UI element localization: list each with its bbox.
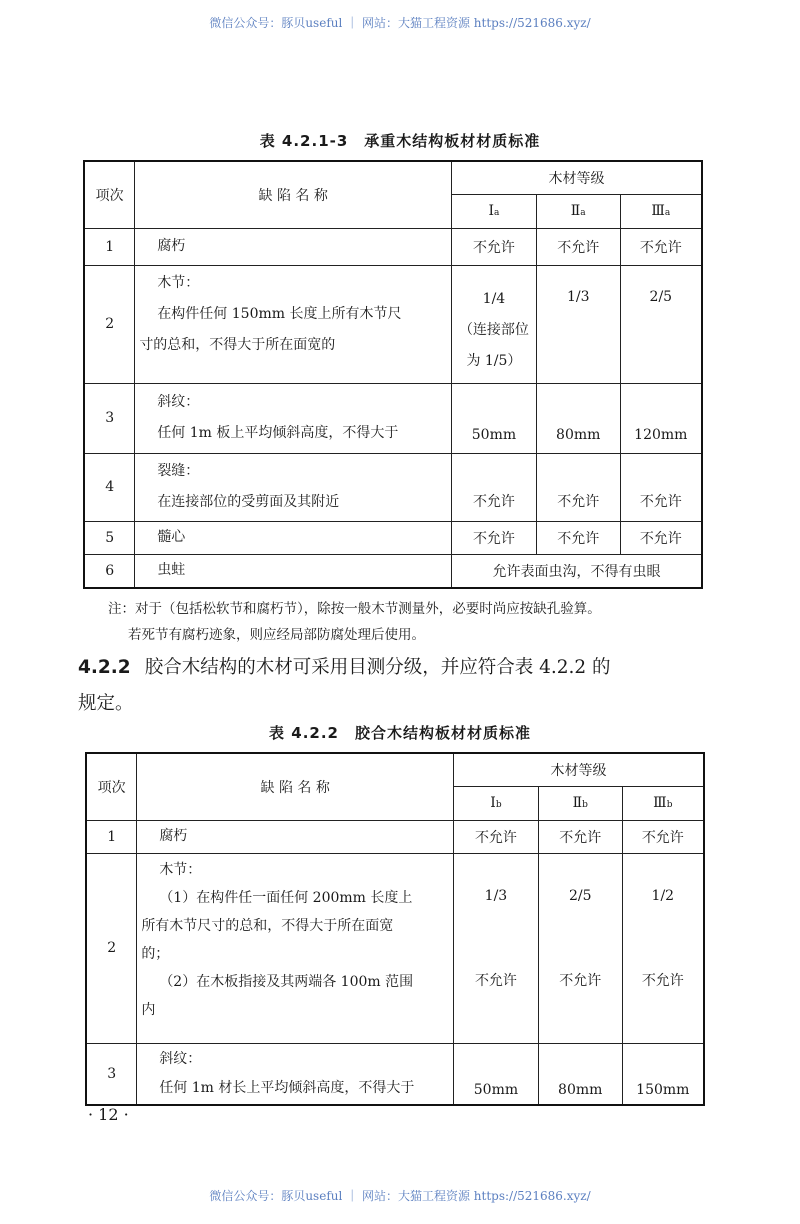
row-value: 1/3 [536, 265, 620, 383]
table2-caption: 表 4.2.2 胶合木结构板材材质标准 [269, 724, 531, 742]
header-grade-2: Ⅱb [538, 786, 622, 820]
table-row [84, 521, 702, 554]
watermark-bottom: 微信公众号：豚贝useful ｜ 网站：大猫工程资源 https://521686.xyz/ [209, 1189, 591, 1203]
row-value: 80mm [536, 383, 620, 453]
header-grade-3: Ⅲa [620, 194, 702, 228]
row-value-merged: 允许表面虫沟，不得有虫眼 [452, 554, 702, 588]
clause-4-2-2 [78, 651, 718, 685]
table1 [83, 160, 703, 589]
table1-note-line2: 若死节有腐朽迹象，则应经局部防腐处理后使用。 [128, 627, 425, 643]
row-idx: 1 [84, 228, 135, 265]
header-name: 缺 陷 名 称 [135, 161, 452, 228]
row-value: 不允许 [536, 521, 620, 554]
row-value: 不允许 [620, 521, 702, 554]
row-value: 不允许 [452, 521, 537, 554]
table-row [84, 453, 702, 521]
row-value: 1/4 （连接部位 为 1/5） [452, 265, 537, 383]
row-name: 斜纹： 任何 1m 材长上平均倾斜高度，不得大于 [137, 1043, 454, 1105]
row-value: 不允许 [622, 820, 704, 853]
table-row [86, 853, 704, 1043]
row-idx: 3 [84, 383, 135, 453]
row-value: 不允许 [454, 820, 539, 853]
row-value: 1/3 不允许 [454, 853, 539, 1043]
row-name: 腐朽 [135, 228, 452, 265]
table-row [86, 1043, 704, 1105]
row-value: 120mm [620, 383, 702, 453]
row-value: 不允许 [620, 453, 702, 521]
header-name: 缺 陷 名 称 [137, 753, 454, 820]
header-grade-group: 木材等级 [454, 753, 704, 786]
table2 [85, 752, 705, 1106]
table-row [84, 554, 702, 588]
row-value: 80mm [538, 1043, 622, 1105]
page-number: · 12 · [88, 1105, 129, 1124]
row-value: 150mm [622, 1043, 704, 1105]
header-idx: 项次 [84, 161, 135, 228]
row-name: 斜纹： 任何 1m 板上平均倾斜高度，不得大于 [135, 383, 452, 453]
row-value: 2/5 不允许 [538, 853, 622, 1043]
row-idx: 2 [86, 853, 137, 1043]
row-name: 木节： 在构件任何 150mm 长度上所有木节尺 寸的总和，不得大于所在面宽的 [135, 265, 452, 383]
row-name: 虫蛀 [135, 554, 452, 588]
table-row [86, 820, 704, 853]
header-grade-1: Ⅰa [452, 194, 537, 228]
row-value: 50mm [454, 1043, 539, 1105]
row-idx: 6 [84, 554, 135, 588]
row-value: 50mm [452, 383, 537, 453]
row-value: 不允许 [538, 820, 622, 853]
header-grade-2: Ⅱa [536, 194, 620, 228]
row-value: 不允许 [452, 453, 537, 521]
row-idx: 1 [86, 820, 137, 853]
watermark-top: 微信公众号：豚贝useful ｜ 网站：大猫工程资源 https://521686.xyz/ [209, 16, 591, 30]
row-idx: 5 [84, 521, 135, 554]
row-idx: 4 [84, 453, 135, 521]
row-value: 2/5 [620, 265, 702, 383]
row-name: 木节： （1）在构件任一面任何 200mm 长度上 所有木节尺寸的总和，不得大于所在面宽 的； （2）在木板指接及其两端各 100m 范围 内 [137, 853, 454, 1043]
row-value: 1/2 不允许 [622, 853, 704, 1043]
header-grade-group: 木材等级 [452, 161, 702, 194]
header-grade-1: Ⅰb [454, 786, 539, 820]
header-grade-3: Ⅲb [622, 786, 704, 820]
table1-note-line1: 注：对于（包括松软节和腐朽节），除按一般木节测量外，必要时尚应按缺孔验算。 [108, 601, 601, 617]
row-value: 不允许 [536, 228, 620, 265]
row-value: 不允许 [452, 228, 537, 265]
clause-text-line2: 规定。 [78, 693, 134, 714]
header-idx: 项次 [86, 753, 137, 820]
row-value: 不允许 [620, 228, 702, 265]
table1-caption: 表 4.2.1-3 承重木结构板材材质标准 [259, 132, 541, 150]
clause-number: 4.2.2 [78, 657, 131, 678]
table-row [84, 265, 702, 383]
row-value: 不允许 [536, 453, 620, 521]
row-idx: 2 [84, 265, 135, 383]
table-row [84, 228, 702, 265]
clause-text-line1: 胶合木结构的木材可采用目测分级，并应符合表 4.2.2 的 [144, 657, 611, 678]
table-row [84, 383, 702, 453]
row-name: 裂缝： 在连接部位的受剪面及其附近 [135, 453, 452, 521]
row-name: 腐朽 [137, 820, 454, 853]
row-idx: 3 [86, 1043, 137, 1105]
row-name: 髓心 [135, 521, 452, 554]
